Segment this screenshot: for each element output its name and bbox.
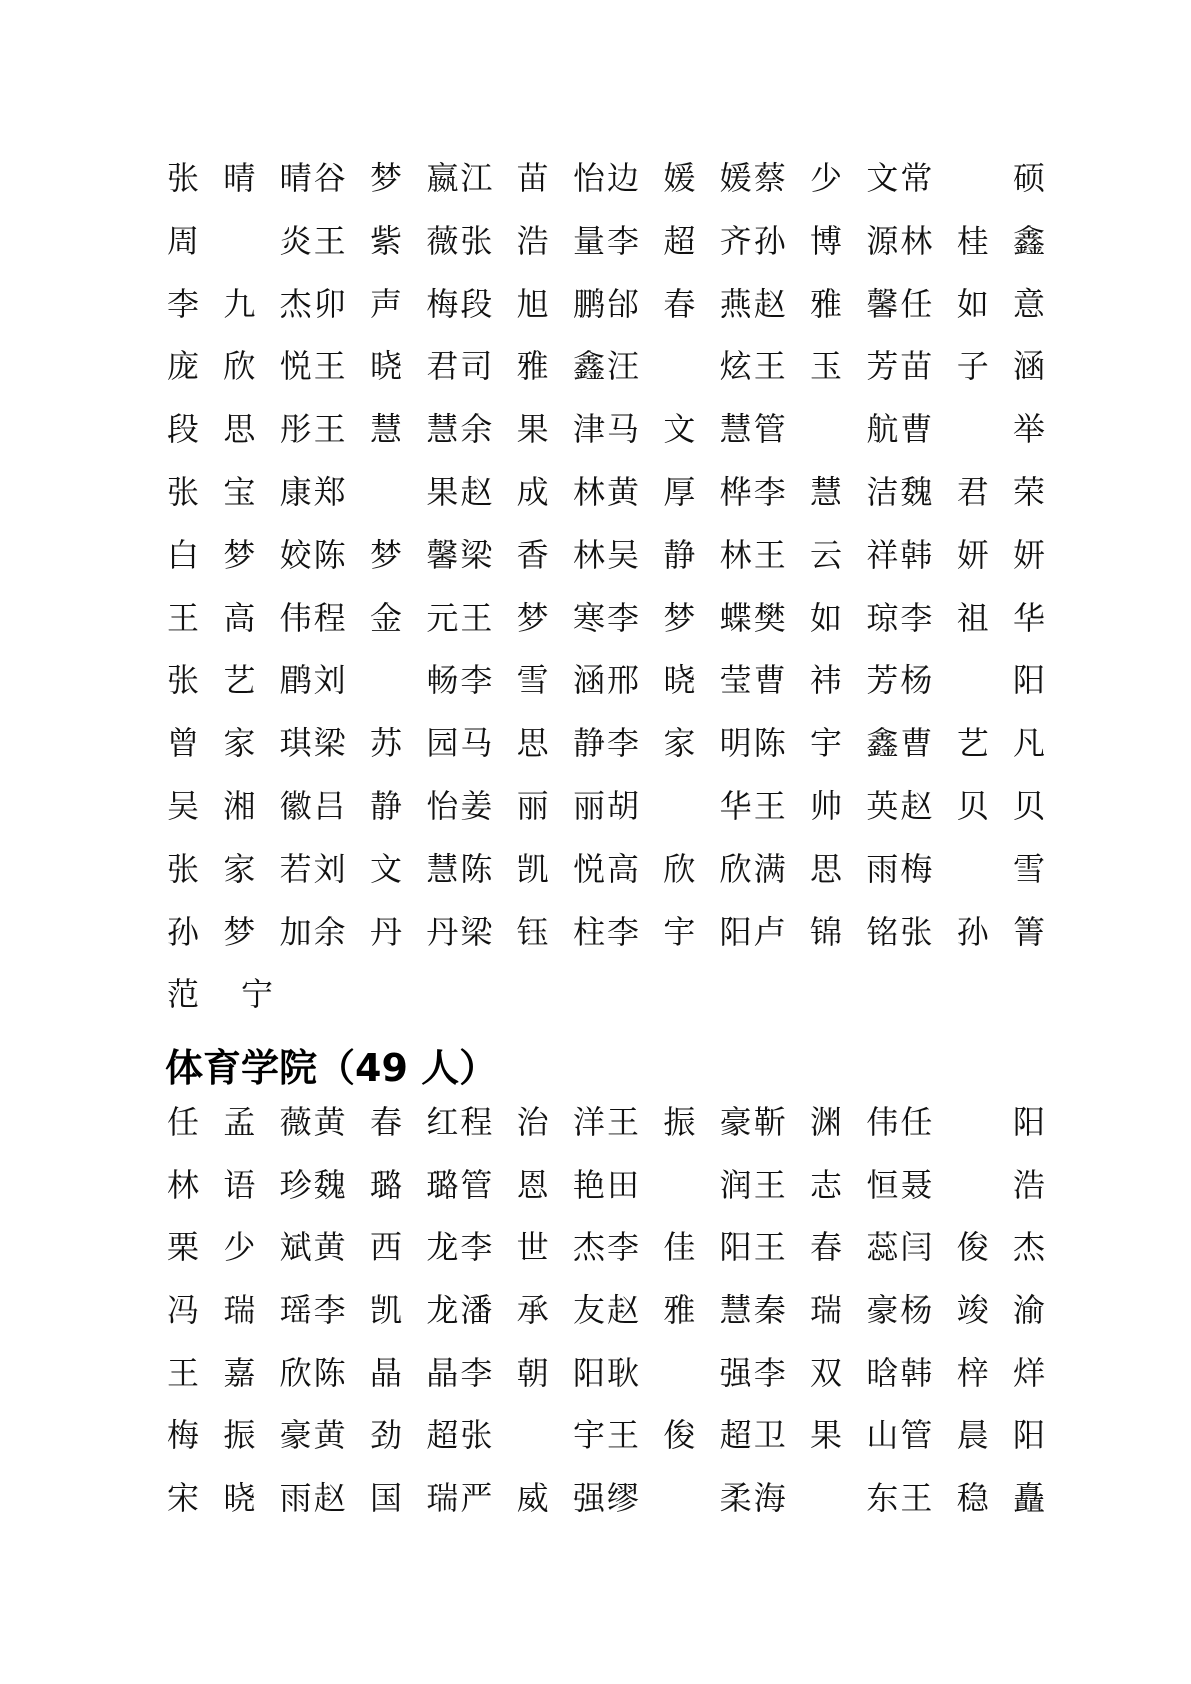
name-cell: 李 祖 华 bbox=[900, 598, 1052, 637]
name-cell: 段 旭 鹏 bbox=[460, 284, 612, 323]
name-cell: 田 润 bbox=[607, 1165, 758, 1204]
name-cell: 谷 梦 嬴 bbox=[313, 159, 465, 197]
name-cell: 王 高 伟 bbox=[167, 598, 318, 637]
name-row bbox=[167, 284, 1052, 349]
name-cell: 司 雅 鑫 bbox=[460, 347, 612, 386]
name-cell: 管 晨 阳 bbox=[900, 1416, 1052, 1455]
name-row bbox=[167, 535, 1052, 600]
name-row bbox=[167, 1228, 1052, 1292]
name-cell: 吴 湘 徽 bbox=[167, 786, 318, 825]
name-cell: 任 阳 bbox=[900, 1103, 1052, 1141]
name-cell: 管 航 bbox=[753, 410, 905, 449]
name-cell: 常 硕 bbox=[900, 159, 1052, 197]
name-cell: 张 晴 晴 bbox=[167, 159, 318, 197]
name-cell: 卫 果 山 bbox=[753, 1416, 905, 1455]
name-cell: 庞 欣 悦 bbox=[167, 347, 318, 386]
name-cell: 白 梦 姣 bbox=[167, 535, 318, 574]
name-cell: 曹 祎 芳 bbox=[753, 661, 905, 700]
name-cell: 姜 丽 丽 bbox=[460, 786, 612, 825]
name-row bbox=[167, 912, 1052, 977]
name-cell: 胡 华 bbox=[607, 786, 758, 825]
name-cell: 邰 春 燕 bbox=[607, 284, 758, 323]
name-cell: 栗 少 斌 bbox=[167, 1228, 318, 1267]
name-cell: 陈 凯 悦 bbox=[460, 849, 612, 888]
name-cell: 李 家 明 bbox=[607, 724, 758, 763]
name-cell: 冯 瑞 瑶 bbox=[167, 1291, 318, 1330]
name-cell: 李 世 杰 bbox=[460, 1228, 612, 1267]
name-cell: 王 振 豪 bbox=[607, 1103, 758, 1141]
name-cell: 杨 阳 bbox=[900, 661, 1052, 700]
name-cell: 李 双 晗 bbox=[753, 1353, 905, 1392]
name-row bbox=[167, 1416, 1052, 1480]
name-cell: 王 稳 矗 bbox=[900, 1479, 1052, 1518]
name-cell: 赵 雅 馨 bbox=[753, 284, 905, 323]
name-cell: 林 桂 鑫 bbox=[900, 221, 1052, 260]
name-cell: 林 语 珍 bbox=[167, 1165, 318, 1204]
section-heading-sports-college: 体育学院（49 人） bbox=[165, 1046, 498, 1090]
name-cell: 管 恩 艳 bbox=[460, 1165, 612, 1204]
name-cell: 郑 果 bbox=[313, 472, 465, 511]
name-cell: 周 炎 bbox=[167, 221, 318, 260]
name-cell: 任 孟 薇 bbox=[167, 1103, 318, 1141]
name-row bbox=[167, 1291, 1052, 1355]
name-cell: 程 治 洋 bbox=[460, 1103, 612, 1141]
name-cell: 吴 静 林 bbox=[607, 535, 758, 574]
name-row bbox=[167, 472, 1052, 537]
name-cell: 汪 炫 bbox=[607, 347, 758, 386]
name-list-section-1 bbox=[167, 159, 1052, 1039]
name-row bbox=[167, 598, 1052, 663]
name-cell: 刘 文 慧 bbox=[313, 849, 465, 888]
name-cell: 李 佳 阳 bbox=[607, 1228, 758, 1267]
name-cell: 王 帅 英 bbox=[753, 786, 905, 825]
name-cell: 苗 子 涵 bbox=[900, 347, 1052, 386]
name-cell: 海 东 bbox=[753, 1479, 905, 1518]
name-row bbox=[167, 724, 1052, 788]
name-cell: 王 晓 君 bbox=[313, 347, 465, 386]
name-cell: 赵 国 瑞 bbox=[313, 1479, 465, 1518]
name-cell: 王 慧 慧 bbox=[313, 410, 465, 449]
name-cell: 李 凯 龙 bbox=[313, 1291, 465, 1330]
name-row bbox=[167, 1165, 1052, 1230]
name-cell: 梁 钰 柱 bbox=[460, 912, 612, 951]
name-cell: 卯 声 梅 bbox=[313, 284, 465, 323]
name-cell: 陈 宇 鑫 bbox=[753, 724, 905, 763]
name-cell: 梁 苏 园 bbox=[313, 724, 465, 763]
name-cell: 张 宇 bbox=[460, 1416, 612, 1455]
name-cell: 严 威 强 bbox=[460, 1479, 612, 1518]
name-cell: 缪 柔 bbox=[607, 1479, 758, 1518]
name-cell: 靳 渊 伟 bbox=[753, 1103, 905, 1141]
name-row bbox=[167, 661, 1052, 725]
name-cell: 余 丹 丹 bbox=[313, 912, 465, 951]
name-cell: 马 思 静 bbox=[460, 724, 612, 763]
name-cell: 曾 家 琪 bbox=[167, 724, 318, 763]
name-cell: 黄 春 红 bbox=[313, 1103, 465, 1141]
name-cell: 程 金 元 bbox=[313, 598, 465, 637]
name-cell: 马 文 慧 bbox=[607, 410, 758, 449]
name-cell: 孙 梦 加 bbox=[167, 912, 318, 951]
name-cell: 邢 晓 莹 bbox=[607, 661, 758, 700]
name-list-section-2 bbox=[167, 1103, 1052, 1543]
name-cell: 段 思 彤 bbox=[167, 410, 318, 449]
name-row bbox=[167, 1103, 1052, 1167]
name-cell: 王 嘉 欣 bbox=[167, 1353, 318, 1392]
name-cell: 李 朝 阳 bbox=[460, 1353, 612, 1392]
name-cell: 蔡 少 文 bbox=[753, 159, 905, 197]
name-cell: 满 思 雨 bbox=[753, 849, 905, 888]
name-cell: 陈 晶 晶 bbox=[313, 1353, 465, 1392]
name-cell: 王 春 蕊 bbox=[753, 1228, 905, 1267]
name-cell: 秦 瑞 豪 bbox=[753, 1291, 905, 1330]
name-cell: 赵 雅 慧 bbox=[607, 1291, 758, 1330]
name-cell: 王 云 祥 bbox=[753, 535, 905, 574]
name-cell: 高 欣 欣 bbox=[607, 849, 758, 888]
name-cell: 魏 君 荣 bbox=[900, 472, 1052, 511]
name-cell: 李 九 杰 bbox=[167, 284, 318, 323]
name-cell: 范 宁 bbox=[167, 975, 280, 1014]
name-cell: 黄 劲 超 bbox=[313, 1416, 465, 1455]
name-cell: 王 俊 超 bbox=[607, 1416, 758, 1455]
name-cell: 卢 锦 铭 bbox=[753, 912, 905, 951]
name-cell: 张 孙 箐 bbox=[900, 912, 1052, 951]
name-cell: 樊 如 琼 bbox=[753, 598, 905, 637]
name-row bbox=[167, 410, 1052, 474]
name-cell: 黄 厚 桦 bbox=[607, 472, 758, 511]
name-cell: 李 慧 洁 bbox=[753, 472, 905, 511]
name-cell: 梅 振 豪 bbox=[167, 1416, 318, 1455]
name-cell: 闫 俊 杰 bbox=[900, 1228, 1052, 1267]
name-cell: 李 梦 蝶 bbox=[607, 598, 758, 637]
name-cell: 韩 梓 烊 bbox=[900, 1353, 1052, 1392]
name-cell: 梅 雪 bbox=[900, 849, 1052, 888]
name-cell: 王 玉 芳 bbox=[753, 347, 905, 386]
name-cell: 任 如 意 bbox=[900, 284, 1052, 323]
name-cell: 潘 承 友 bbox=[460, 1291, 612, 1330]
name-cell: 杨 竣 渝 bbox=[900, 1291, 1052, 1330]
name-cell: 王 梦 寒 bbox=[460, 598, 612, 637]
name-cell: 吕 静 怡 bbox=[313, 786, 465, 825]
name-cell: 李 超 齐 bbox=[607, 221, 758, 260]
name-row bbox=[167, 159, 1052, 223]
name-cell: 张 家 若 bbox=[167, 849, 318, 888]
name-cell: 余 果 津 bbox=[460, 410, 612, 449]
name-row bbox=[167, 1479, 1052, 1543]
name-cell: 曹 举 bbox=[900, 410, 1052, 449]
name-cell: 王 紫 薇 bbox=[313, 221, 465, 260]
name-row bbox=[167, 976, 1047, 1039]
name-cell: 宋 晓 雨 bbox=[167, 1479, 318, 1518]
name-cell: 赵 成 林 bbox=[460, 472, 612, 511]
name-cell: 张 宝 康 bbox=[167, 472, 318, 511]
name-cell: 韩 妍 妍 bbox=[900, 535, 1052, 574]
name-cell: 王 志 恒 bbox=[753, 1165, 905, 1204]
name-cell: 李 宇 阳 bbox=[607, 912, 758, 951]
name-cell: 李 雪 涵 bbox=[460, 661, 612, 700]
name-cell: 孙 博 源 bbox=[753, 221, 905, 260]
name-cell: 聂 浩 bbox=[900, 1165, 1052, 1204]
name-row bbox=[167, 786, 1052, 851]
name-cell: 黄 西 龙 bbox=[313, 1228, 465, 1267]
name-cell: 魏 璐 璐 bbox=[313, 1165, 465, 1204]
name-cell: 耿 强 bbox=[607, 1353, 758, 1392]
name-cell: 陈 梦 馨 bbox=[313, 535, 465, 574]
name-row bbox=[167, 1353, 1052, 1418]
name-row bbox=[167, 849, 1052, 914]
name-cell: 边 媛 媛 bbox=[607, 159, 758, 197]
name-cell: 张 艺 鹛 bbox=[167, 661, 318, 700]
name-cell: 曹 艺 凡 bbox=[900, 724, 1052, 763]
name-cell: 刘 畅 bbox=[313, 661, 465, 700]
name-cell: 张 浩 量 bbox=[460, 221, 612, 260]
name-row bbox=[167, 347, 1052, 411]
name-cell: 江 苗 怡 bbox=[460, 159, 612, 197]
name-cell: 赵 贝 贝 bbox=[900, 786, 1052, 825]
name-cell: 梁 香 林 bbox=[460, 535, 612, 574]
name-row bbox=[167, 221, 1052, 286]
